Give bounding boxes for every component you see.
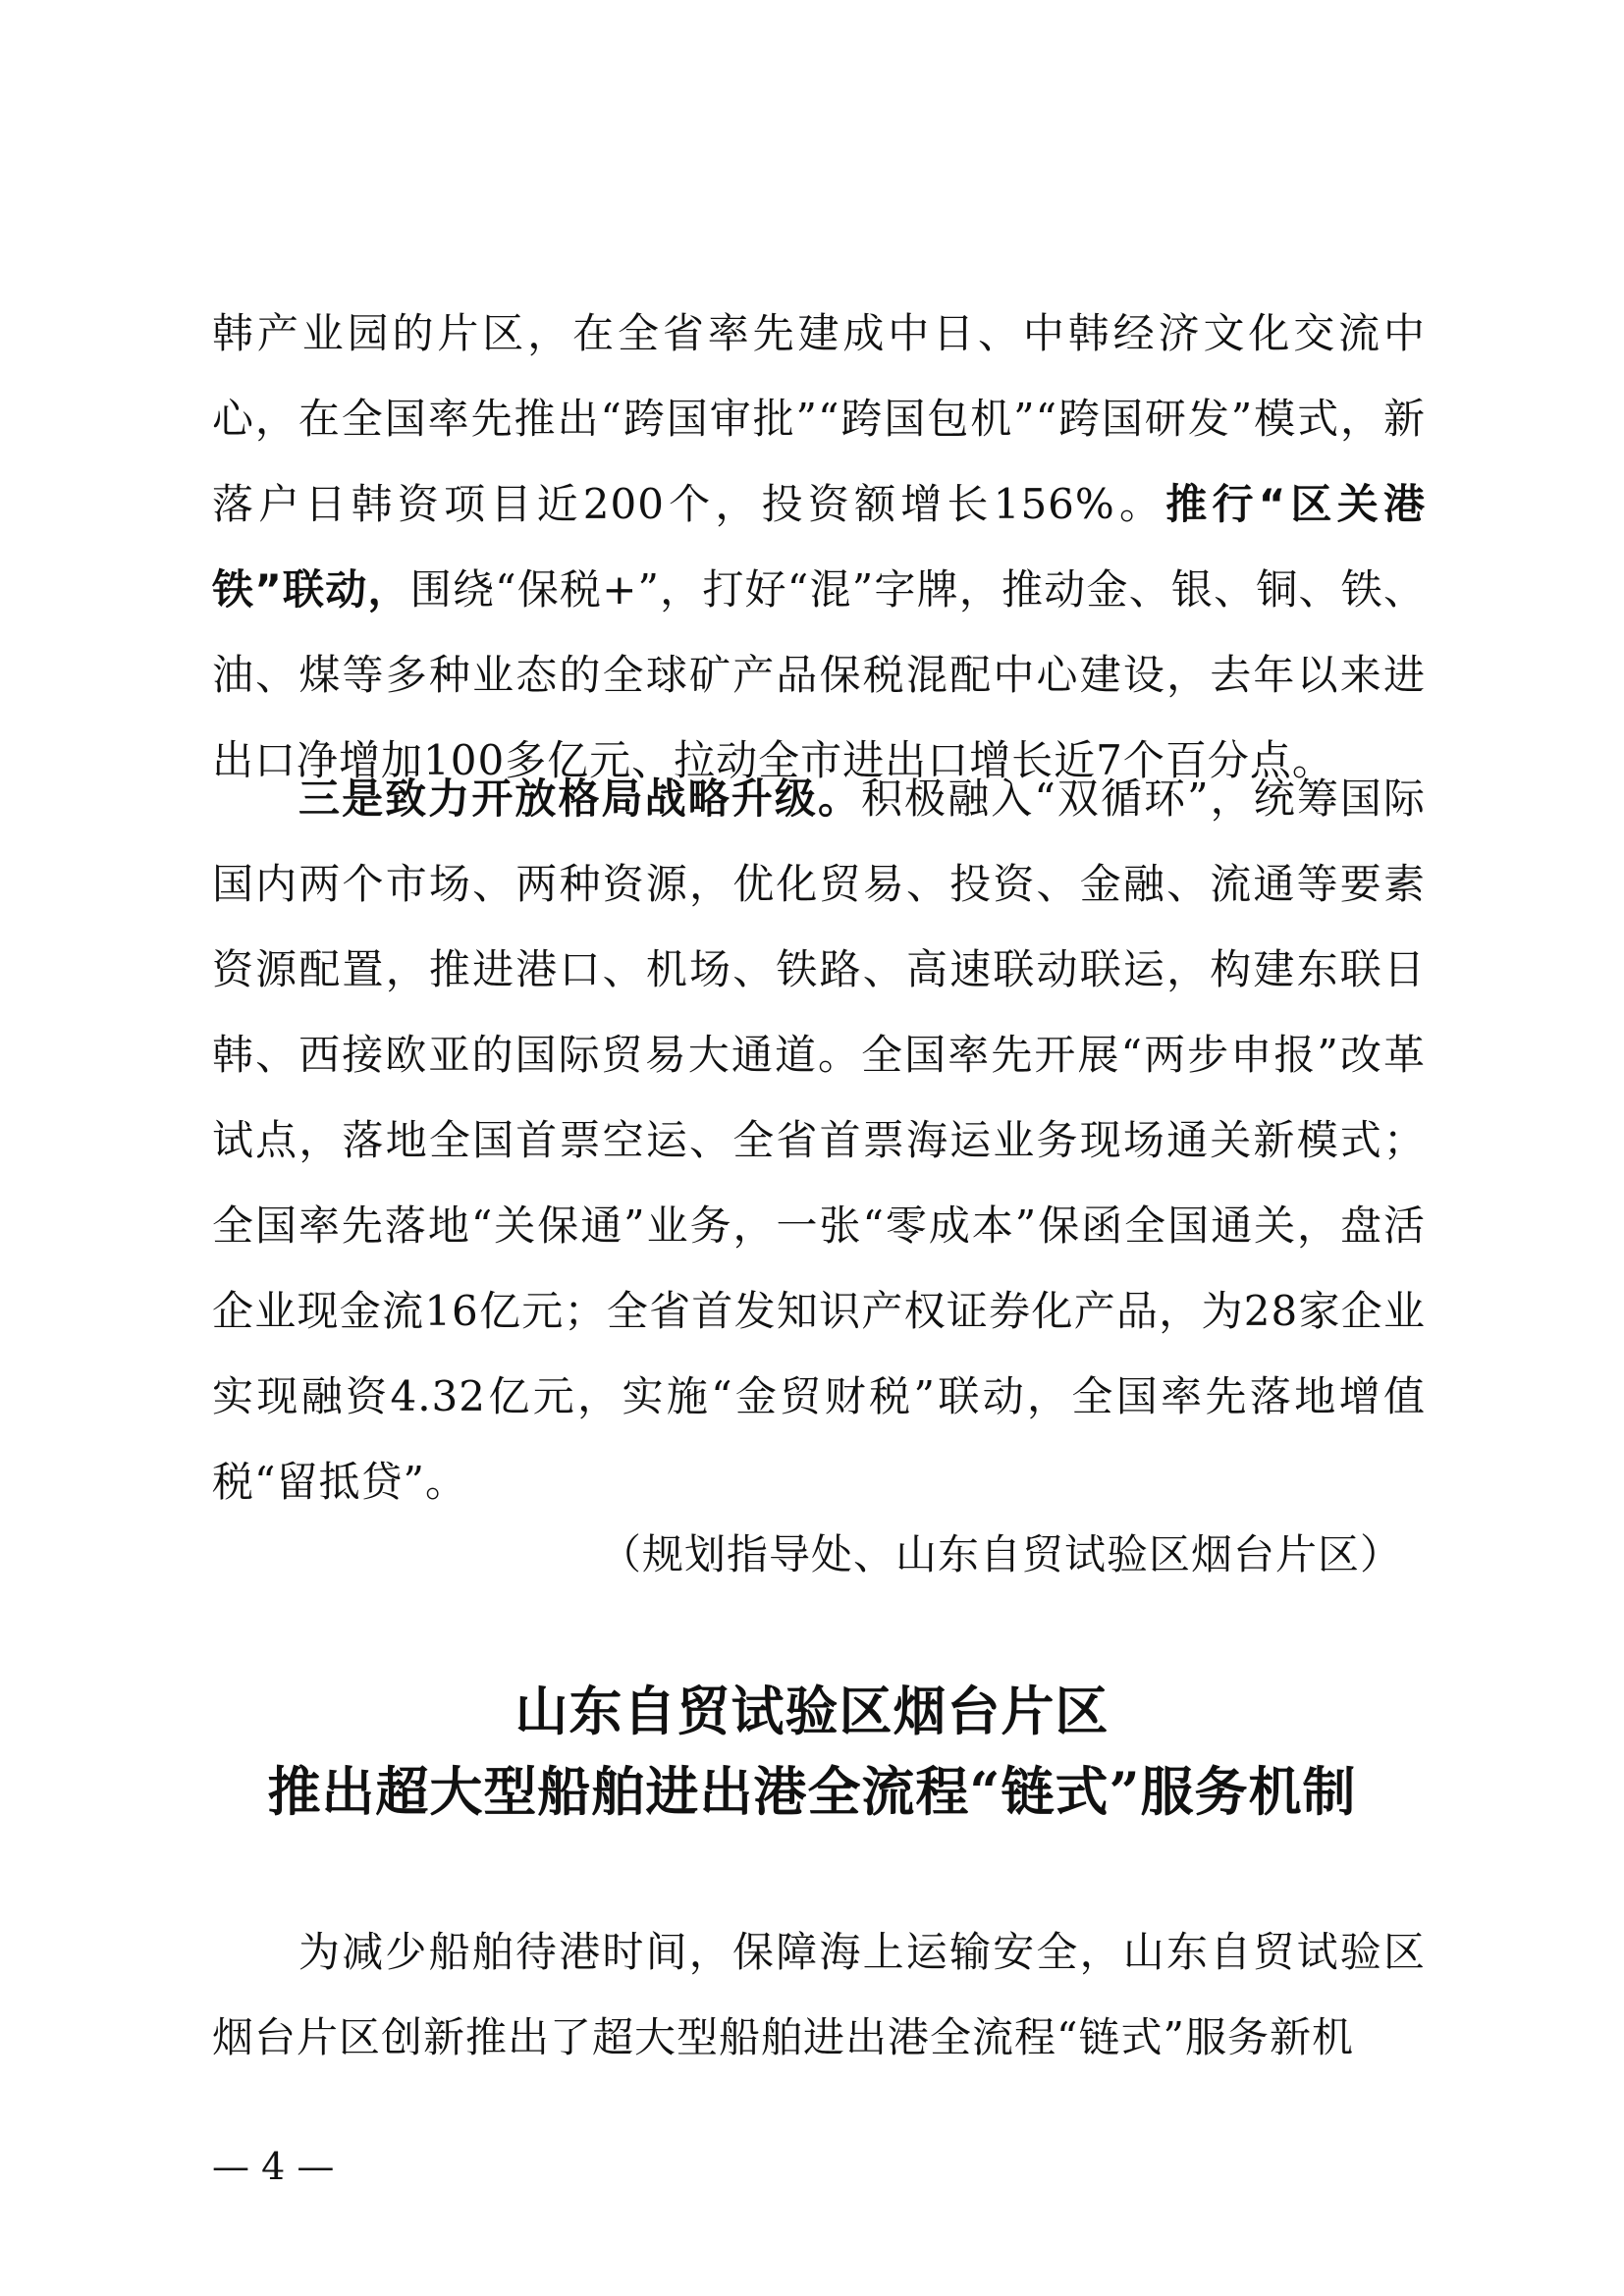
article-title-line-2: 推出超大型船舶进出港全流程“链式”服务机制 — [267, 1760, 1357, 1823]
bold-lead-phrase: 推行“区关港铁”联动， — [212, 480, 1426, 614]
paragraph-text: 为减少船舶待港时间，保障海上运输安全，山东自贸试验区烟台片区创新推出了超大型船舶进出港全流程“链式”服务新机 — [212, 1928, 1426, 2061]
page-number: — 4 — — [212, 2145, 335, 2188]
article-paragraph — [212, 1909, 1426, 2080]
paragraph-text: 积极融入“双循环”，统筹国际国内两个市场、两种资源，优化贸易、投资、金融、流通等要素资源配置，推进港口、机场、铁路、高速联动联运，构建东联日韩、西接欧亚的国际贸易大通道。全国率先开展“两步申报”改革试点，落地全国首票空运、全省首票海运业务现场通关新模式；全国率先落地“关保通”业务，一张“零成本”保函全国通关，盘活企业现金流16亿元；全省首发知识产权证券化产品，为28家企业实现融资4.32亿元，实施“金贸财税”联动，全国率先落地增值税“留抵贷”。 — [212, 774, 1426, 1506]
paragraph-three — [212, 756, 1426, 1524]
paragraph-continued — [212, 291, 1426, 803]
article-title — [147, 1671, 1477, 1832]
source-attribution: （规划指导处、山东自贸试验区烟台片区） — [599, 1530, 1402, 1578]
paragraph-text: 围绕“保税+”，打好“混”字牌，推动金、银、铜、铁、油、煤等多种业态的全球矿产品保税混配中心建设，去年以来进出口净增加100多亿元、拉动全市进出口增长近7个百分点。 — [212, 565, 1426, 784]
article-title-line-1: 山东自贸试验区烟台片区 — [514, 1680, 1110, 1742]
section-lead: 三是致力开放格局战略升级。 — [298, 774, 862, 823]
paragraph-text: 韩产业园的片区，在全省率先建成中日、中韩经济文化交流中心，在全国率先推出“跨国审批”“跨国包机”“跨国研发”模式，新落户日韩资项目近200个，投资额增长156%。 — [212, 309, 1426, 528]
